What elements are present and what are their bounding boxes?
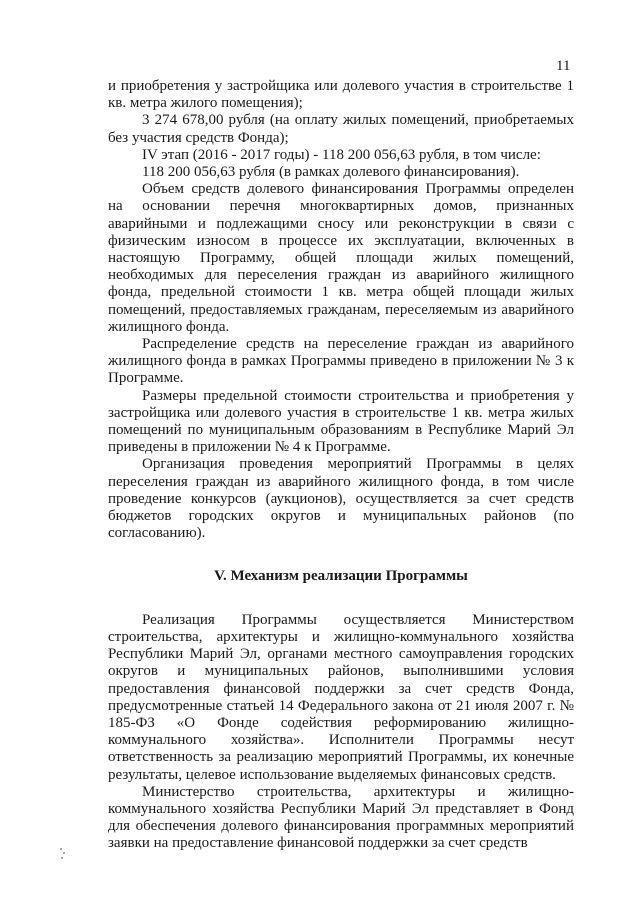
paragraph: и приобретения у застройщика или долевого участия в строительстве 1 кв. метра жилого помещения);	[108, 78, 574, 112]
paragraph: Размеры предельной стоимости строительства и приобретения у застройщика или долевого участия в строительстве 1 кв. метра жилых помещений по муниципальным образованиям в Республике Марий Эл приведены в приложении № 4 к Программе.	[108, 387, 574, 456]
document-body	[108, 78, 574, 853]
scan-specks	[60, 848, 68, 860]
paragraph: IV этап (2016 - 2017 годы) - 118 200 056,63 рубля, в том числе:	[142, 146, 541, 163]
paragraph: 3 274 678,00 рубля (на оплату жилых помещений, приобретаемых без участия средств Фонда);	[108, 112, 574, 146]
paragraph: Организация проведения мероприятий Программы в целях переселения граждан из аварийного жилищного фонда, в том числе проведение конкурсов (аукционов), осуществляется за счет средств бюджетов городских округов и муниципальных районов (по согласованию).	[108, 456, 574, 542]
paragraph: 118 200 056,63 рубля (в рамках долевого финансирования).	[142, 164, 520, 181]
page-number: 11	[556, 58, 571, 74]
top-section	[108, 78, 574, 542]
section-heading: V. Механизм реализации Программы	[214, 568, 468, 585]
paragraph: Объем средств долевого финансирования Программы определен на основании перечня многоквартирных домов, признанных аварийными и подлежащими сносу или реконструкции в связи с физическим износом в процессе их эксплуатации, включенных в настоящую Программу, общей площади жилых помещений, необходимых для переселения граждан из аварийного жилищного фонда, предельной стоимости 1 кв. метра общей площади жилых помещений, предоставляемых гражданам, переселяемым из аварийного жилищного фонда.	[108, 181, 574, 335]
paragraph: Министерство строительства, архитектуры и жилищно-коммунального хозяйства Республики Марий Эл представляет в Фонд для обеспечения долевого финансирования программных мероприятий заявки на предоставление финансовой поддержки за счет средств	[108, 783, 574, 852]
bottom-section	[108, 612, 574, 853]
paragraph: Реализация Программы осуществляется Министерством строительства, архитектуры и жилищно-коммунального хозяйства Республики Марий Эл, органами местного самоуправления городских округов и муниципальных районов, выполнившими условия предоставления финансовой поддержки за счет средств Фонда, предусмотренные статьей 14 Федерального закона от 21 июля 2007 г. № 185-ФЗ «О Фонде содействия реформированию жилищно-коммунального хозяйства». Исполнители Программы несут ответственность за реализацию мероприятий Программы, их конечные результаты, целевое использование выделяемых финансовых средств.	[108, 611, 574, 783]
paragraph: Распределение средств на переселение граждан из аварийного жилищного фонда в рамках Программы приведено в приложении № 3 к Программе.	[108, 336, 574, 387]
